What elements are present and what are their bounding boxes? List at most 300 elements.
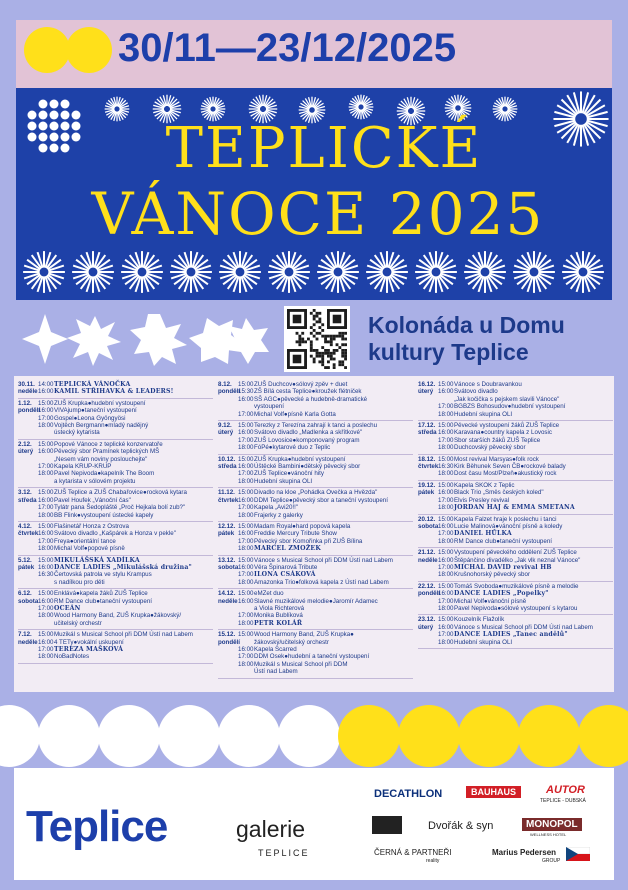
program-time: 15:00 <box>38 399 54 407</box>
program-event: ILONA CSÁKOVÁ <box>254 571 316 579</box>
program-date <box>418 444 438 451</box>
program-time: 16:00 <box>238 646 254 653</box>
program-date <box>18 504 38 511</box>
program-date: 13.12. <box>218 556 236 564</box>
program-date: úterý <box>418 388 434 396</box>
program-date: 2.12. <box>18 440 32 448</box>
program-time: 17:00 <box>238 504 254 512</box>
program-event: NoBadNotes <box>54 653 90 661</box>
circle-decoration <box>578 705 628 767</box>
program-time <box>438 396 454 403</box>
program-date: 6.12. <box>18 590 32 598</box>
program-date <box>218 411 238 418</box>
program-day <box>418 455 613 481</box>
monopol-logo: MONOPOL <box>522 818 582 831</box>
program-row <box>418 444 613 451</box>
program-event: DANCE LADIES „Mikulášská družina" <box>54 563 192 571</box>
program-row <box>18 415 213 422</box>
snowflake-icon <box>512 250 540 278</box>
program-time <box>238 605 254 612</box>
event-dates: 30/11—23/12/2025 <box>118 26 457 70</box>
program-event: Hudební skupina OLI <box>454 638 513 646</box>
program-time: 17:00 <box>38 604 54 612</box>
program-date <box>18 478 38 485</box>
program-date: neděle <box>18 388 38 396</box>
program-event: Flašinetář Honza z Ostrova <box>54 522 129 530</box>
program-event: Vystoupení pěveckého oddělení ZUŠ Teplice <box>454 549 577 557</box>
program-event: Kapela „Avi20!!" <box>254 504 299 512</box>
program-row <box>418 396 613 403</box>
program-date <box>218 470 238 477</box>
program-row <box>218 437 413 444</box>
program-date <box>18 545 38 552</box>
program-time: 16:00 <box>238 463 254 471</box>
program-row <box>418 564 613 571</box>
program-row <box>218 631 413 638</box>
program-event: a kytarista v sólovém projektu <box>54 477 136 485</box>
program-date: 23.12. <box>418 616 436 624</box>
program-event: KAMIL STŘIHAVKA & LEADERS! <box>54 388 174 396</box>
snowflake-icon <box>120 250 148 278</box>
program-row <box>18 646 213 653</box>
program-row <box>218 579 413 586</box>
program-event: Čertovská patrola ve stylu Krampus <box>54 571 152 579</box>
program-row <box>218 411 413 418</box>
program-date: 10.12. <box>218 455 236 463</box>
program-time: 15:00 <box>38 489 54 497</box>
program-date: pondělí <box>218 388 240 396</box>
program-date: pátek <box>218 530 235 538</box>
program-event: JORDAN HAJ & EMMA SMETANA <box>454 504 575 512</box>
program-time: 15:00 <box>238 556 254 564</box>
program-time: 16:00 <box>38 530 54 538</box>
cerna-partneri-subtitle: reality <box>426 858 440 864</box>
program-event: Enklává●kapela žáků ZUŠ Teplice <box>54 590 148 598</box>
program-date <box>418 639 438 646</box>
program-event: ZUŠ Lovosice●komponovaný program <box>254 436 360 444</box>
program-event: Popové Vánoce z teplické konzervatoře <box>54 440 163 448</box>
program-date <box>218 545 238 552</box>
program-event: MARCEL ZMOŽEK <box>254 545 321 553</box>
program-event: ZUŠ Duchcov●sólový zpěv + duet <box>254 381 348 388</box>
program-row <box>18 463 213 470</box>
program-row <box>18 653 213 660</box>
galerie-logo: galerie <box>236 816 306 842</box>
program-row <box>218 381 413 388</box>
program-row <box>18 639 213 646</box>
program-row <box>218 530 413 537</box>
program-row <box>218 653 413 660</box>
program-row <box>218 557 413 564</box>
hero-title-line2: VÁNOCE 2025 <box>91 180 545 248</box>
program-row <box>218 590 413 597</box>
marius-pedersen-subtitle: GROUP <box>542 858 561 864</box>
program-date: středa <box>418 429 437 437</box>
program-event: Sbor starších žáků ZUŠ Teplice <box>454 436 541 444</box>
program-time: 15:00 <box>238 455 254 463</box>
program-event: Vánoce s Musical School při DDM Ústí nad Labem <box>454 623 593 631</box>
autor-logo: AUTOR <box>546 784 585 796</box>
program-time: 17:00 <box>238 653 254 661</box>
program-date <box>18 605 38 612</box>
program-event: Frajerky z galerky <box>254 511 303 519</box>
program-time: 15:30 <box>238 388 254 396</box>
program-event: Svátovo divadlo „Kašpárek a Honza v pekle" <box>54 530 176 538</box>
program-date: 20.12. <box>418 515 436 523</box>
program-time: 18:00 <box>238 619 254 627</box>
program-row <box>218 444 413 451</box>
program-time: 18:00 <box>38 470 54 478</box>
program-event: Štěpánčino divadélko „Jak vlk neznal Vánoce" <box>454 556 581 564</box>
program-time: 16:00 <box>438 388 454 396</box>
program-time: 18:00 <box>38 653 54 661</box>
program-time: 17:00 <box>38 463 54 471</box>
qr-code[interactable] <box>284 306 350 372</box>
monopol-subtitle: WELLNESS HOTEL <box>530 832 567 837</box>
program-time <box>38 478 54 485</box>
program-time: 18:00 <box>438 604 454 612</box>
program-date: neděle <box>418 556 438 564</box>
program-day <box>418 380 613 421</box>
program-date: středa <box>18 496 37 504</box>
program-row <box>418 557 613 564</box>
program-date: sobota <box>18 597 39 605</box>
program-row <box>18 530 213 537</box>
program-row <box>218 598 413 605</box>
program-time: 18:00 <box>238 545 254 553</box>
program-column-2 <box>218 380 413 679</box>
program-time: 18:00 <box>238 660 254 668</box>
program-row <box>218 668 413 675</box>
program-day <box>18 380 213 399</box>
program-time <box>38 429 54 436</box>
program-date <box>218 646 238 653</box>
program-day <box>218 556 413 590</box>
program-time: 18:00 <box>438 571 454 579</box>
star-icons <box>20 312 270 368</box>
yellow-dot-decoration <box>66 27 112 73</box>
program-event: DDM Osek●hudební a taneční vystoupení <box>254 653 370 661</box>
program-row <box>218 478 413 485</box>
program-row <box>18 564 213 571</box>
circle-decoration <box>98 705 160 767</box>
program-date: 3.12. <box>18 489 32 497</box>
program-date <box>18 470 38 477</box>
program-row <box>18 497 213 504</box>
program-row <box>18 441 213 448</box>
circle-decoration <box>398 705 460 767</box>
program-row <box>18 598 213 605</box>
program-date: 22.12. <box>418 582 436 590</box>
program-event: Wood Harmony Band, ZUŠ Krupka● <box>254 631 354 639</box>
program-event: DANCE LADIES „Tanec andělů" <box>454 631 568 639</box>
snowflake-icon <box>22 250 50 278</box>
program-time: 16:00 <box>238 395 254 403</box>
program-time: 15:00 <box>438 616 454 624</box>
program-time: 17:00 <box>438 436 454 444</box>
program-day <box>418 548 613 582</box>
program-row <box>418 403 613 410</box>
program-row <box>18 620 213 627</box>
program-row <box>18 400 213 407</box>
program-time <box>38 579 54 586</box>
program-day <box>18 630 213 664</box>
program-event: ZŠ Bílá cesta Teplice●kroužek flétniček <box>254 388 362 396</box>
snowflake-icon <box>267 250 295 278</box>
program-date: neděle <box>18 638 38 646</box>
program-row <box>418 516 613 523</box>
program-event: s nadílkou pro děti <box>54 578 105 586</box>
program-row <box>418 583 613 590</box>
program-date <box>418 631 438 638</box>
program-date <box>418 530 438 537</box>
program-event: ústecký kytarista <box>54 429 100 437</box>
program-day <box>418 515 613 549</box>
program-date <box>218 478 238 485</box>
program-time: 17:00 <box>238 537 254 545</box>
program-time: 18:00 <box>438 410 454 418</box>
program-row <box>218 388 413 395</box>
program-time: 16:00 <box>238 563 254 571</box>
program-time: 16:00 <box>438 556 454 564</box>
program-date: 1.12. <box>18 399 32 407</box>
program-row <box>418 422 613 429</box>
program-time: 17:00 <box>38 537 54 545</box>
snowflake-icon <box>71 250 99 278</box>
program-event: Hudební skupina OLI <box>454 410 513 418</box>
program-time: 18:00 <box>238 578 254 586</box>
program-event: DANCE LADIES „Popelky" <box>454 590 549 598</box>
program-row <box>18 631 213 638</box>
program-time: 16:00 <box>38 407 54 415</box>
program-time: 18:00 <box>38 422 54 430</box>
program-time: 15:00 <box>438 381 454 388</box>
program-time: 17:00 <box>238 612 254 620</box>
snowflake-icon <box>552 90 580 118</box>
program-row <box>218 489 413 496</box>
program-time: 15:00 <box>38 631 54 639</box>
program-time: 17:00 <box>38 414 54 422</box>
program-row <box>18 538 213 545</box>
teplice-logo: Teplice <box>26 802 168 851</box>
galerie-subtitle: TEPLICE <box>258 848 310 858</box>
snowflake-icon <box>169 250 197 278</box>
snowflake-icon <box>463 250 491 278</box>
program-event: Michal Volf●vánoční písně <box>454 597 527 605</box>
program-event: Kouzelník Flažolík <box>454 616 505 624</box>
dvorak-logo: Dvořák & syn <box>428 820 494 832</box>
program-date <box>218 444 238 451</box>
program-row <box>218 504 413 511</box>
program-row <box>418 437 613 444</box>
program-date <box>418 504 438 511</box>
program-row <box>218 571 413 578</box>
program-date: 11.12. <box>218 489 235 497</box>
program-time: 18:00 <box>238 511 254 519</box>
program-date <box>218 437 238 444</box>
snowflake-icon <box>561 250 589 278</box>
program-event: Duchcovský pěvecký sbor <box>454 444 526 452</box>
program-time: 18:00 <box>38 612 54 620</box>
program-row <box>18 612 213 619</box>
program-date: 15.12. <box>218 631 236 639</box>
circle-decoration <box>38 705 100 767</box>
program-event: Tomáš Svoboda●muzikálové písně a melodie <box>454 582 579 590</box>
program-time: 16:00 <box>38 597 54 605</box>
program-event: a Viola Richterová <box>254 604 305 612</box>
program-date <box>18 571 38 578</box>
snowflake-icon <box>365 250 393 278</box>
program-row <box>18 557 213 564</box>
program-time: 15:00 <box>238 631 254 639</box>
program-row <box>218 463 413 470</box>
program-row <box>418 624 613 631</box>
program-date <box>418 411 438 418</box>
program-day <box>218 522 413 556</box>
circle-decoration <box>518 705 580 767</box>
snowflake-icon <box>414 250 442 278</box>
program-row <box>418 388 613 395</box>
program-column-1 <box>18 380 213 664</box>
snowflake-icon <box>316 250 344 278</box>
program-date <box>18 646 38 653</box>
decathlon-logo: DECATHLON <box>374 788 443 800</box>
program-event: MICHAL DAVID revival HB <box>454 563 552 571</box>
program-event: TEPLICKÁ VÁNOČKA <box>54 381 131 388</box>
program-time: 17:00 <box>238 571 254 579</box>
program-row <box>18 470 213 477</box>
program-date: 8.12. <box>218 381 232 388</box>
program-row <box>418 429 613 436</box>
program-row <box>18 381 213 388</box>
program-time: 17:00 <box>438 631 454 639</box>
program-date: úterý <box>218 429 234 437</box>
program-date <box>18 429 38 436</box>
program-date <box>218 504 238 511</box>
program-event: Divadlo na kloe „Pohádka Ovečka a Hvězda" <box>254 489 378 497</box>
program-row <box>218 564 413 571</box>
program-row <box>418 530 613 537</box>
program-time: 18:00 <box>438 638 454 646</box>
program-row <box>418 456 613 463</box>
program-time: 16:00 <box>38 388 54 396</box>
program-event: Tylátr pana Šedopláště „Proč Hejkala bolí zub?" <box>54 504 186 512</box>
program-event: Gospel●Leona Gyöngyösi <box>54 414 126 422</box>
program-date <box>218 612 238 619</box>
program-date: pondělí <box>218 638 240 646</box>
hero-title-line1: TEPLICKÉ <box>165 116 483 181</box>
program-date <box>18 538 38 545</box>
program-date: 4.12. <box>18 522 32 530</box>
program-date <box>18 422 38 429</box>
program-row <box>18 407 213 414</box>
program-date <box>218 396 238 403</box>
program-event: Pěvecký sbor Komořinka při ZUŠ Bílina <box>254 537 363 545</box>
program-row <box>418 411 613 418</box>
program-time: 16:00 <box>438 623 454 631</box>
program-event: Pavel Nepivoda●sólové vystoupení s kytarou <box>454 604 578 612</box>
program-time: 18:00 <box>438 470 454 478</box>
program-time: 15:00 <box>438 549 454 557</box>
program-date <box>218 620 238 627</box>
program-row <box>18 571 213 578</box>
circle-decoration <box>458 705 520 767</box>
program-row <box>418 538 613 545</box>
program-event: Věra Špinarová Tribute <box>254 563 318 571</box>
program-event: TEREZA MAŠKOVÁ <box>54 646 124 653</box>
program-time: 16:00 <box>38 563 54 571</box>
program-event: OCEÁN <box>54 604 81 612</box>
program-day <box>18 556 213 590</box>
program-schedule <box>14 376 614 692</box>
program-row <box>418 616 613 623</box>
program-time: 18:00 <box>38 511 54 519</box>
program-event: Muzikál s Musical School při DDM <box>254 660 348 668</box>
program-event: Pěvecké vystoupení žáků ZUŠ Teplice <box>454 422 560 430</box>
flag-icon <box>566 847 590 861</box>
program-date: 12.12. <box>218 522 236 530</box>
program-event: Ústí nad Labem <box>254 668 298 676</box>
program-date <box>418 437 438 444</box>
program-date <box>18 620 38 627</box>
program-event: Pavel Houfek „Vánoční čas" <box>54 496 131 504</box>
program-time: 18:00 <box>438 537 454 545</box>
program-event: MIKULÁŠSKÁ XADÍLKA <box>54 556 140 564</box>
program-row <box>18 512 213 519</box>
program-day <box>218 630 413 678</box>
program-time: 17:00 <box>438 496 454 504</box>
program-date: 21.12. <box>418 549 436 557</box>
program-event: Black Trio „Směs českých koled" <box>454 489 544 497</box>
program-event: Dost času Most/Plzeň●akustický rock <box>454 470 557 478</box>
program-date: úterý <box>18 448 34 456</box>
program-date: 16.12. <box>418 381 436 388</box>
program-time: 15:00 <box>438 582 454 590</box>
program-date: 5.12. <box>18 556 32 564</box>
cerna-partneri-logo: ČERNÁ & PARTNEŘI <box>374 848 452 857</box>
circle-decoration <box>278 705 340 767</box>
program-date: čtvrtek <box>18 530 39 538</box>
program-time <box>38 620 54 627</box>
program-time: 16:00 <box>38 638 54 646</box>
program-date: čtvrtek <box>218 496 239 504</box>
program-time: 14:00 <box>38 381 54 388</box>
circle-decoration <box>158 705 220 767</box>
hotel-logo-box <box>372 816 402 834</box>
program-date <box>18 579 38 586</box>
program-event: učitelský orchestr <box>54 619 102 627</box>
circle-decoration <box>218 705 280 767</box>
program-date <box>418 598 438 605</box>
program-date: neděle <box>218 597 238 605</box>
snowflake-icon <box>218 250 246 278</box>
program-time <box>238 639 254 646</box>
program-date <box>218 653 238 660</box>
program-date <box>18 512 38 519</box>
program-date <box>218 403 238 410</box>
program-date <box>418 605 438 612</box>
program-row <box>18 579 213 586</box>
program-row <box>218 639 413 646</box>
program-time: 15:00 <box>238 489 254 497</box>
program-row <box>218 605 413 612</box>
program-date <box>418 396 438 403</box>
sponsor-logos <box>14 768 614 880</box>
program-event: Slavné muzikálové melodie●Jaromír Adamec <box>254 597 378 605</box>
program-time: 15:00 <box>238 422 254 430</box>
program-time: 15:00 <box>438 481 454 489</box>
program-row <box>218 545 413 552</box>
